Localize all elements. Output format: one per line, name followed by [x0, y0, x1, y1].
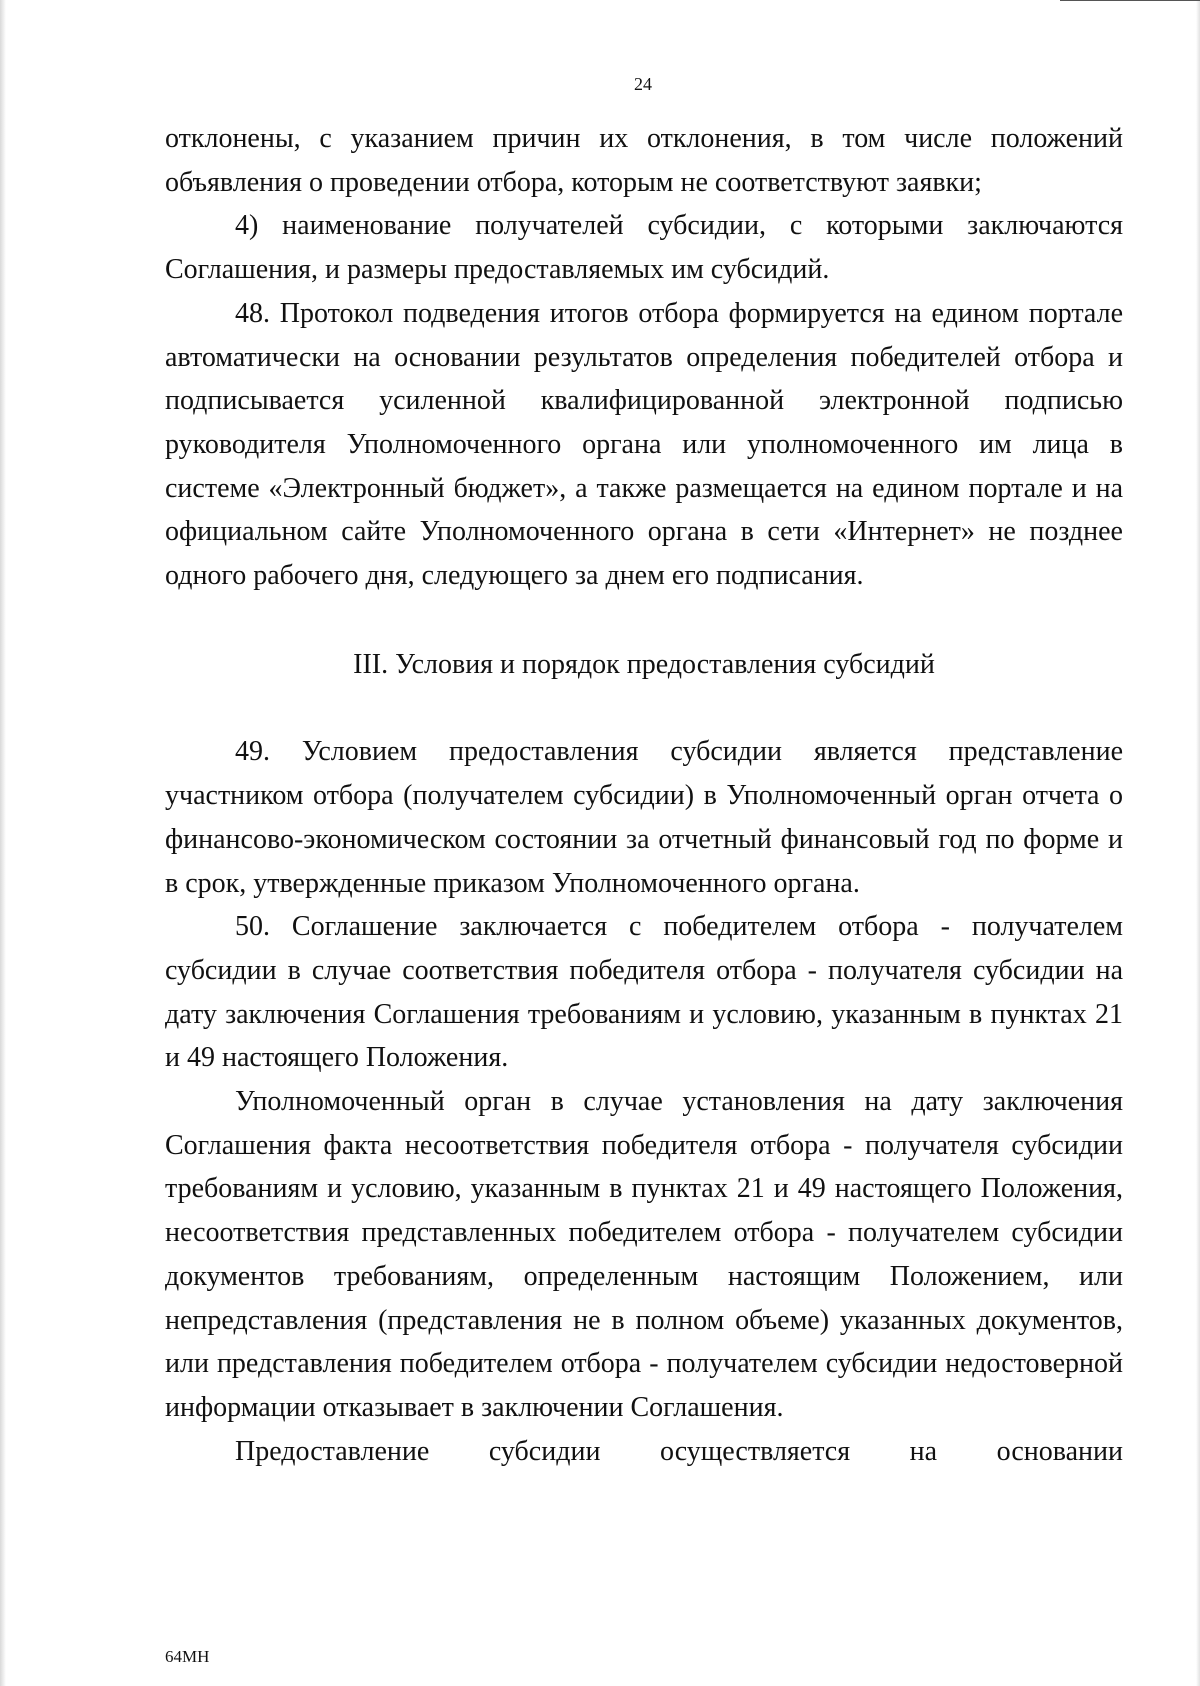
scan-edge-left: [0, 0, 6, 1686]
paragraph-49: 49. Условием предоставления субсидии является представление участником отбора (получателем субсидии) в Уполномоченный орган отчета о финансово-экономическом состоянии за отчетный финансовый год по форме и в срок, утвержденные приказом Уполномоченного органа.: [165, 736, 1123, 899]
scan-line-top: [1060, 0, 1200, 1]
spacer: [165, 598, 1123, 643]
paragraph-item-4: 4) наименование получателей субсидии, с которыми заключаются Соглашения, и размеры предоставляемых им субсидий.: [165, 210, 1123, 286]
paragraph-48: 48. Протокол подведения итогов отбора формируется на едином портале автоматически на основании результатов определения победителей отбора и подписывается усиленной квалифицированной электронной подписью руководителя Уполномоченного органа или уполномоченного им лица в системе «Электронный бюджет», а также размещается на едином портале и на официальном сайте Уполномоченного органа в сети «Интернет» не позднее одного рабочего дня, следующего за днем его подписания.: [165, 297, 1123, 592]
section-heading: III. Условия и порядок предоставления субсидий: [353, 648, 935, 680]
scan-edge-right: [1196, 0, 1200, 1686]
paragraph-continuation: отклонены, с указанием причин их отклонения, в том числе положений объявления о проведении отбора, которым не соответствуют заявки;: [165, 123, 1123, 198]
paragraph-refusal: Уполномоченный орган в случае установления на дату заключения Соглашения факта несоответствия победителя отбора - получателя субсидии требованиям и условию, указанным в пунктах 21 и 49 настоящего Положения, несоответствия представленных победителем отбора - получателем субсидии документов требованиям, определенным настоящим Положением, или непредставления (представления не в полном объеме) указанных документов, или представления победителем отбора - получателем субсидии недостоверной информации отказывает в заключении Соглашения.: [165, 1086, 1123, 1423]
page-number: 24: [634, 74, 652, 94]
paragraph-provision: Предоставление субсидии осуществляется на основании: [235, 1435, 1123, 1467]
document-body: [165, 117, 1123, 1473]
paragraph-50: 50. Соглашение заключается с победителем отбора - получателем субсидии в случае соответствия победителя отбора - получателя субсидии на дату заключения Соглашения требованиям и условию, указанным в пунктах 21 и 49 настоящего Положения.: [165, 911, 1123, 1074]
spacer: [165, 686, 1123, 730]
footer-code: 64МН: [165, 1647, 210, 1666]
